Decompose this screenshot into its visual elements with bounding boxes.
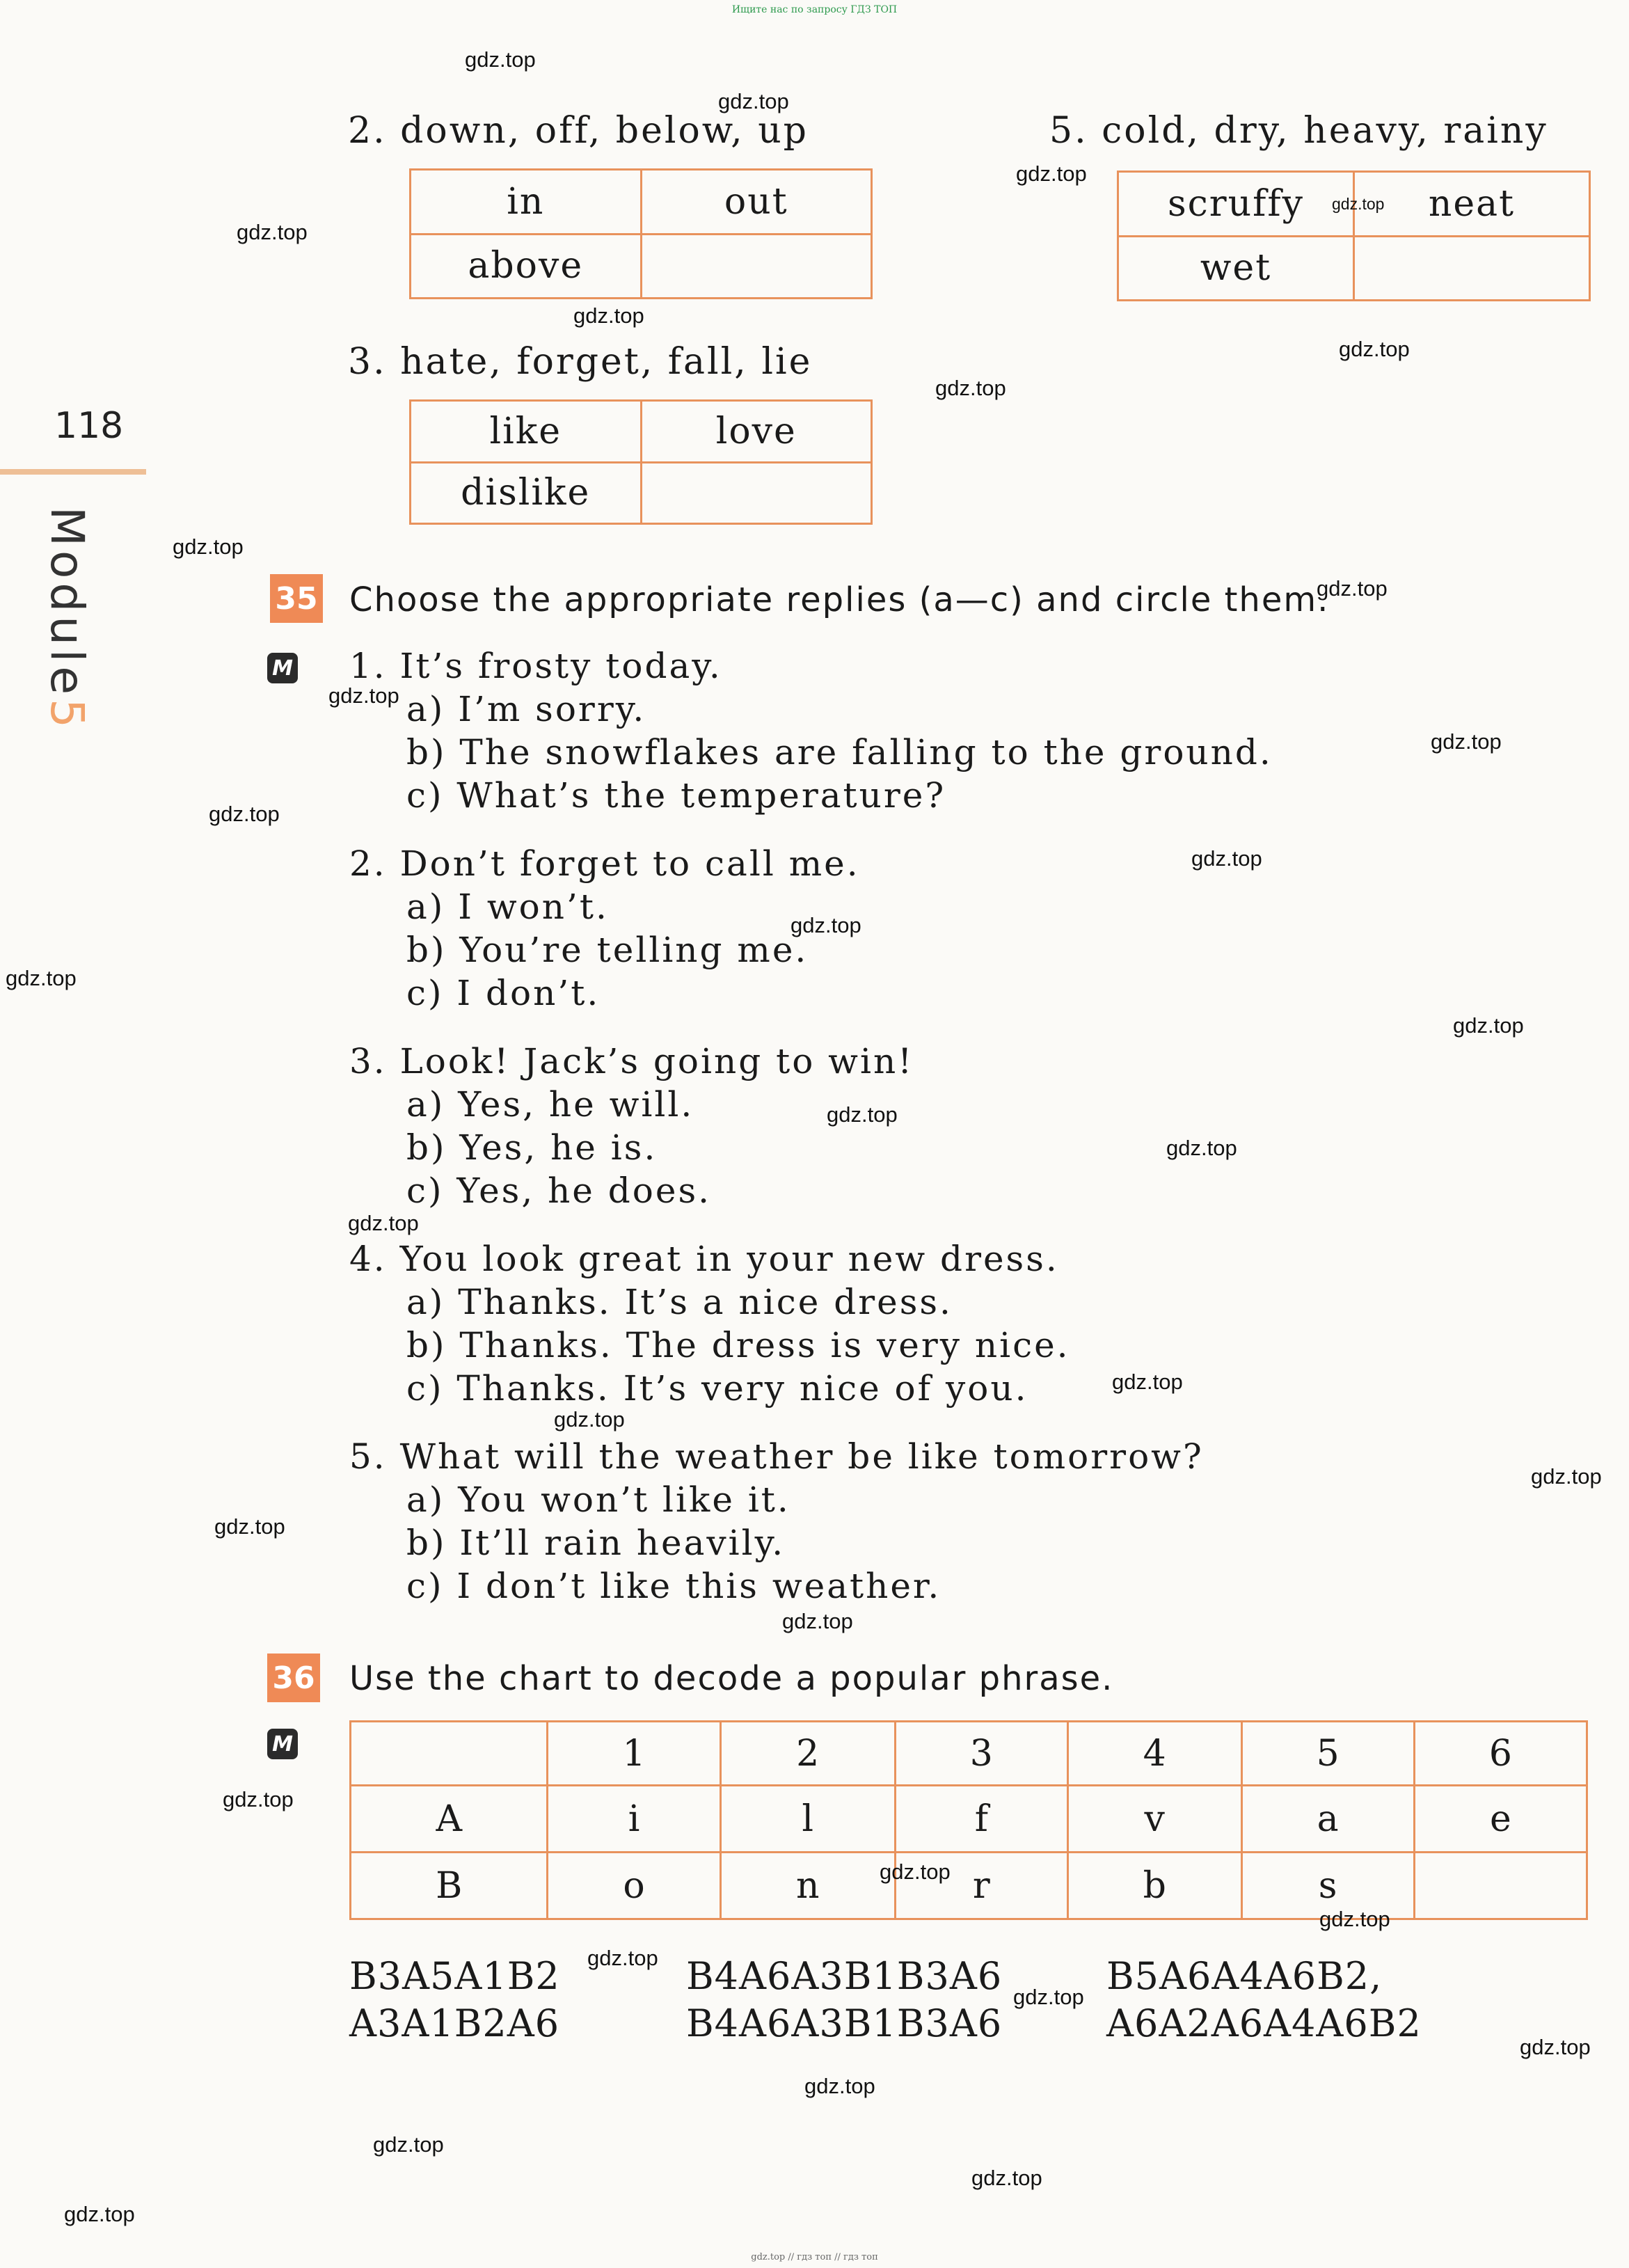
watermark: gdz.top [209, 802, 280, 826]
chart-cell: s [1241, 1853, 1414, 1919]
watermark: gdz.top [1191, 846, 1262, 871]
watermark: gdz.top [1112, 1370, 1183, 1394]
chart-cell: o [548, 1853, 720, 1919]
watermark: gdz.top [554, 1407, 625, 1432]
chart-row-label: B [351, 1853, 548, 1919]
group-title-5: 5. cold, dry, heavy, rainy [1049, 110, 1548, 152]
chart-cell: f [895, 1786, 1067, 1853]
group-cell: wet [1118, 236, 1354, 301]
option-4c[interactable]: c) Thanks. It’s very nice of you. [406, 1368, 1028, 1409]
code-line: A3A1B2A6 [349, 2001, 560, 2045]
footer-note: gdz.top // гдз топ // гдз топ [751, 2252, 878, 2262]
chart-header-cell [351, 1722, 548, 1786]
chart-cell: l [720, 1786, 895, 1853]
watermark: gdz.top [1166, 1136, 1237, 1160]
chart-row-label: A [351, 1786, 548, 1853]
option-2b[interactable]: b) You’re telling me. [406, 930, 809, 970]
group-cell [641, 234, 872, 299]
exercise-36-instruction: Use the chart to decode a popular phrase. [349, 1659, 1114, 1698]
chart-header-cell: 1 [548, 1722, 720, 1786]
watermark: gdz.top [1453, 1013, 1524, 1038]
option-5b[interactable]: b) It’ll rain heavily. [406, 1523, 786, 1563]
watermark: gdz.top [827, 1102, 898, 1127]
watermark: gdz.top [1431, 729, 1502, 754]
watermark: gdz.top [223, 1787, 294, 1811]
watermark: gdz.top [880, 1859, 951, 1884]
question-4: 4. You look great in your new dress. [349, 1239, 1059, 1279]
watermark: gdz.top [1531, 1464, 1602, 1489]
group-cell: scruffy [1118, 172, 1354, 237]
watermark: gdz.top [1339, 337, 1410, 361]
watermark: gdz.top [348, 1211, 419, 1235]
watermark: gdz.top [587, 1946, 658, 1970]
code-line: B5A6A4A6B2, [1106, 1954, 1383, 1998]
watermark: gdz.top [573, 303, 644, 328]
question-1: 1. It’s frosty today. [349, 646, 722, 686]
code-line: B3A5A1B2 [349, 1954, 560, 1998]
chart-header-cell: 2 [720, 1722, 895, 1786]
exercise-35-instruction: Choose the appropriate replies (a—c) and circle them. [349, 580, 1330, 619]
watermark: gdz.top [465, 47, 536, 72]
code-line: A6A2A6A4A6B2 [1106, 2001, 1422, 2045]
watermark: gdz.top [1520, 2035, 1591, 2059]
question-5: 5. What will the weather be like tomorrow? [349, 1436, 1204, 1477]
chart-cell: n [720, 1853, 895, 1919]
option-4a[interactable]: a) Thanks. It’s a nice dress. [406, 1282, 953, 1322]
group-cell: neat [1354, 172, 1590, 237]
group-table-3 [409, 399, 873, 525]
watermark: gdz.top [1332, 195, 1385, 213]
decode-chart [349, 1720, 1588, 1920]
question-3: 3. Look! Jack’s going to win! [349, 1041, 914, 1081]
option-2a[interactable]: a) I won’t. [406, 887, 609, 927]
chart-cell: a [1241, 1786, 1414, 1853]
option-5a[interactable]: a) You won’t like it. [406, 1480, 790, 1520]
group-table-2 [409, 168, 873, 299]
group-cell [1354, 236, 1590, 301]
header-note: Ищите нас по запросу ГДЗ ТОП [731, 4, 898, 15]
watermark: gdz.top [718, 89, 789, 113]
group-table-5 [1117, 171, 1591, 301]
page-number: 118 [54, 405, 124, 447]
chart-cell: v [1067, 1786, 1241, 1853]
group-title-3: 3. hate, forget, fall, lie [348, 341, 813, 383]
module-number: 5 [40, 699, 94, 732]
chart-cell: e [1414, 1786, 1587, 1853]
module-label [40, 507, 94, 732]
option-3c[interactable]: c) Yes, he does. [406, 1171, 712, 1211]
option-3b[interactable]: b) Yes, he is. [406, 1127, 658, 1168]
chart-cell: b [1067, 1853, 1241, 1919]
chart-header-cell: 5 [1241, 1722, 1414, 1786]
group-cell: like [411, 401, 642, 463]
watermark: gdz.top [935, 376, 1006, 400]
watermark: gdz.top [1319, 1907, 1390, 1931]
multimedia-icon: M [267, 1729, 298, 1759]
module-word: Module [40, 507, 94, 699]
watermark: gdz.top [1013, 1985, 1084, 2009]
watermark: gdz.top [971, 2166, 1042, 2190]
chart-cell: i [548, 1786, 720, 1853]
chart-cell: r [895, 1853, 1067, 1919]
watermark: gdz.top [782, 1609, 853, 1633]
chart-header-cell: 4 [1067, 1722, 1241, 1786]
watermark: gdz.top [173, 534, 244, 559]
code-line: B4A6A3B1B3A6 [686, 1954, 1003, 1998]
watermark: gdz.top [1016, 161, 1087, 186]
watermark: gdz.top [1317, 576, 1388, 601]
watermark: gdz.top [328, 683, 399, 708]
exercise-36-badge: 36 [267, 1654, 320, 1702]
group-cell: love [641, 401, 872, 463]
watermark: gdz.top [214, 1514, 285, 1539]
group-title-2: 2. down, off, below, up [348, 110, 809, 152]
watermark: gdz.top [373, 2132, 444, 2157]
group-cell: out [641, 170, 872, 235]
group-cell: dislike [411, 462, 642, 524]
multimedia-icon: M [267, 653, 298, 683]
group-cell: in [411, 170, 642, 235]
option-3a[interactable]: a) Yes, he will. [406, 1084, 694, 1125]
watermark: gdz.top [6, 966, 77, 990]
watermark: gdz.top [804, 2074, 875, 2098]
option-2c[interactable]: c) I don’t. [406, 973, 601, 1013]
option-1b[interactable]: b) The snowflakes are falling to the ground. [406, 732, 1273, 772]
watermark: gdz.top [237, 220, 308, 244]
chart-header-cell: 6 [1414, 1722, 1587, 1786]
chart-header-cell: 3 [895, 1722, 1067, 1786]
watermark: gdz.top [790, 913, 861, 937]
code-line: B4A6A3B1B3A6 [686, 2001, 1003, 2045]
group-cell: above [411, 234, 642, 299]
option-5c[interactable]: c) I don’t like this weather. [406, 1566, 941, 1606]
chart-cell [1414, 1853, 1587, 1919]
option-1a[interactable]: a) I’m sorry. [406, 689, 646, 729]
option-4b[interactable]: b) Thanks. The dress is very nice. [406, 1325, 1070, 1365]
group-cell [641, 462, 872, 524]
option-1c[interactable]: c) What’s the temperature? [406, 775, 946, 816]
exercise-35-badge: 35 [270, 574, 323, 623]
question-2: 2. Don’t forget to call me. [349, 843, 860, 884]
watermark: gdz.top [64, 2202, 135, 2226]
side-divider [0, 469, 146, 475]
